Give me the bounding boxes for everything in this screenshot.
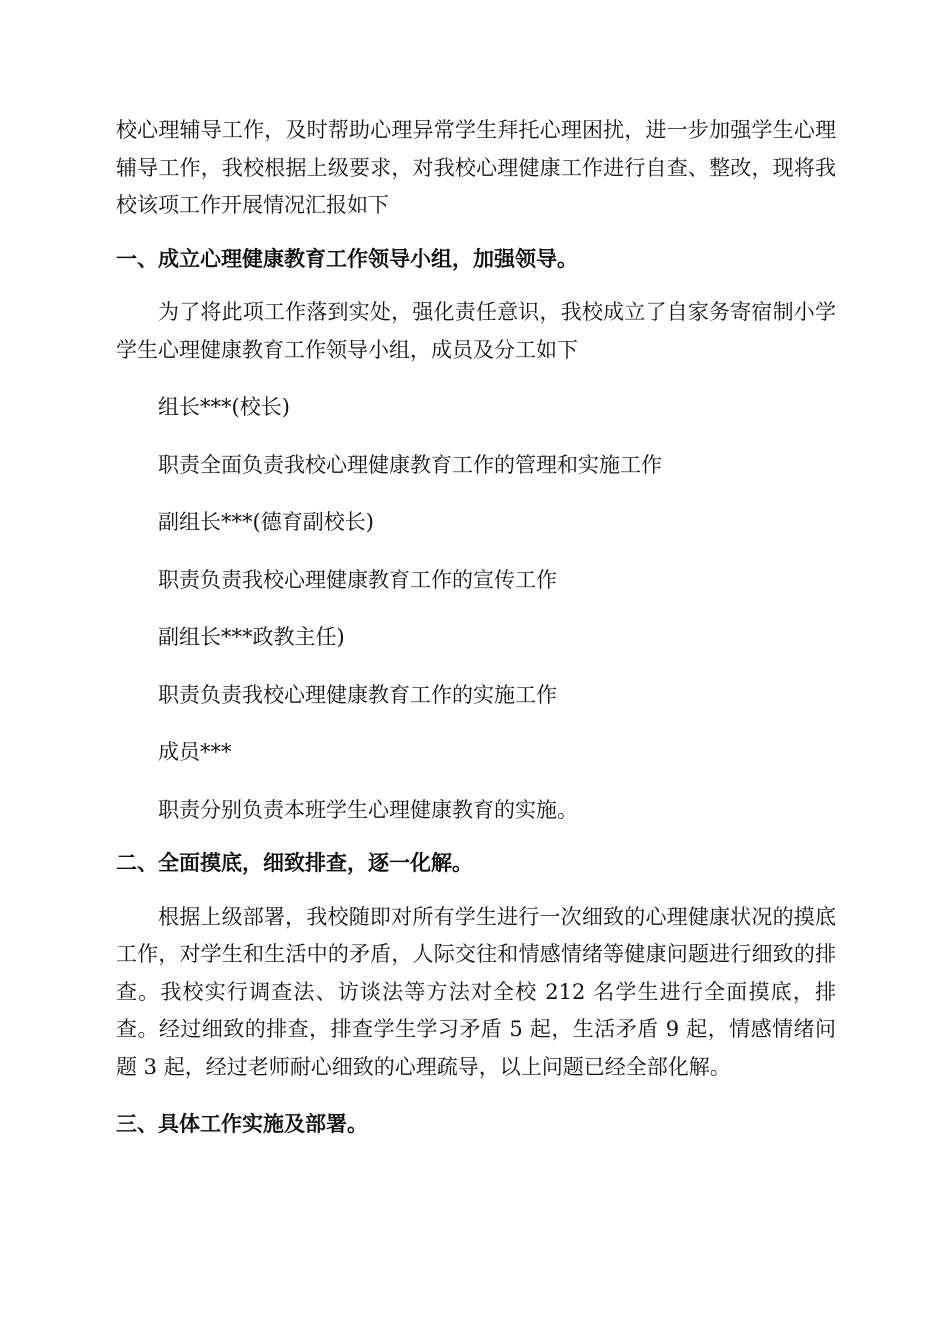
document-page — [116, 112, 836, 1144]
member-deputy-1: 副组长***(德育副校长) — [158, 510, 374, 534]
intro-paragraph: 校心理辅导工作，及时帮助心理异常学生拜托心理困扰，进一步加强学生心理辅导工作，我校根据上级要求，对我校心理健康工作进行自查、整改，现将我校该项工作开展情况汇报如下 — [116, 118, 836, 217]
member-deputy-2: 副组长***政教主任) — [158, 625, 345, 649]
member-staff: 成员*** — [158, 740, 232, 764]
member-staff-duty: 职责分别负责本班学生心理健康教育的实施。 — [158, 797, 578, 822]
member-leader: 组长***(校长) — [158, 395, 290, 419]
section-heading-2: 二、全面摸底，细致排查，逐一化解。 — [116, 851, 473, 875]
section-heading-1: 一、成立心理健康教育工作领导小组，加强领导。 — [116, 246, 578, 271]
member-leader-duty: 职责全面负责我校心理健康教育工作的管理和实施工作 — [158, 452, 662, 477]
member-deputy-2-duty: 职责负责我校心理健康教育工作的实施工作 — [158, 682, 557, 707]
member-deputy-1-duty: 职责负责我校心理健康教育工作的宣传工作 — [158, 567, 557, 592]
section-heading-3: 三、具体工作实施及部署。 — [116, 1112, 368, 1136]
section-2-paragraph: 根据上级部署，我校随即对所有学生进行一次细致的心理健康状况的摸底工作，对学生和生活中的矛盾，人际交往和情感情绪等健康问题进行细致的排查。我校实行调查法、访谈法等方法对全校 212 名学生进行全面摸底，排查。经过细致的排查，排查学生学习矛盾 5 起，生活矛盾 9 起，情感情绪问题 3 起，经过老师耐心细致的心理疏导，以上问题已经全部化解。 — [116, 904, 836, 1079]
section-1-paragraph: 为了将此项工作落到实处，强化责任意识，我校成立了自家务寄宿制小学学生心理健康教育工作领导小组，成员及分工如下 — [116, 300, 836, 362]
